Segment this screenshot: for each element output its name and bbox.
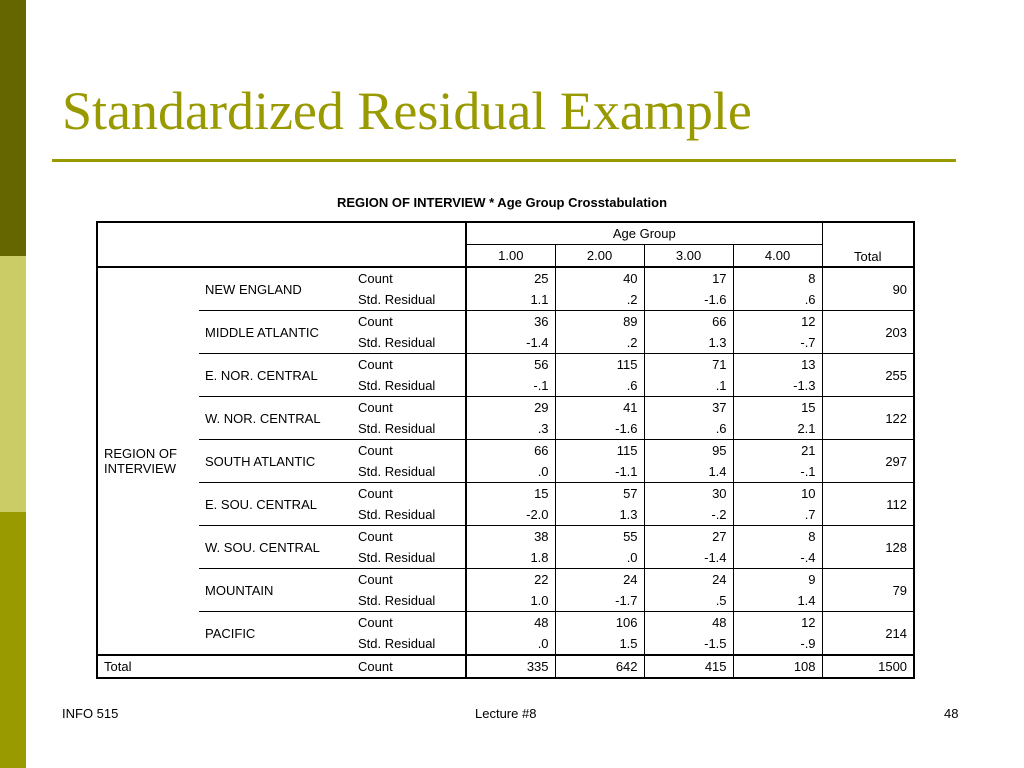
count-cell: 15	[733, 397, 822, 419]
left-accent-bar-bottom	[0, 512, 26, 768]
count-cell: 22	[466, 569, 555, 591]
region-name: MOUNTAIN	[199, 569, 352, 612]
row-total-cell: 214	[822, 612, 914, 656]
region-name: MIDDLE ATLANTIC	[199, 311, 352, 354]
count-cell: 27	[644, 526, 733, 548]
stat-label-count: Count	[352, 354, 466, 376]
count-cell: 40	[555, 267, 644, 289]
count-cell: 9	[733, 569, 822, 591]
stat-label-residual: Std. Residual	[352, 547, 466, 569]
residual-cell: -.9	[733, 633, 822, 655]
count-cell: 106	[555, 612, 644, 634]
table-caption: REGION OF INTERVIEW * Age Group Crosstabulation	[336, 195, 668, 210]
residual-cell: -1.4	[644, 547, 733, 569]
count-cell: 12	[733, 612, 822, 634]
residual-cell: 1.1	[530, 292, 549, 307]
count-cell: 25	[466, 267, 555, 289]
table-row	[97, 311, 914, 333]
count-cell: 12	[733, 311, 822, 333]
residual-cell: -1.1	[555, 461, 644, 483]
residual-cell: -1.3	[733, 375, 822, 397]
row-total-cell: 203	[822, 311, 914, 354]
residual-cell: 1.3	[555, 504, 644, 526]
row-variable-line: INTERVIEW	[104, 461, 176, 476]
residual-cell: .0	[555, 547, 644, 569]
row-total-cell: 90	[822, 267, 914, 311]
count-cell: 8	[733, 267, 822, 289]
title-underline	[52, 159, 956, 162]
row-total-cell: 112	[822, 483, 914, 526]
table-row	[97, 397, 914, 419]
residual-cell: -1.5	[644, 633, 733, 655]
slide-title: Standardized Residual Example	[62, 81, 752, 141]
footer-lecture: Lecture #8	[475, 706, 537, 721]
residual-cell: .2	[555, 332, 644, 354]
crosstab-table	[96, 221, 915, 679]
row-total-cell: 122	[822, 397, 914, 440]
table-row	[97, 612, 914, 634]
count-cell: 24	[555, 569, 644, 591]
region-name: W. NOR. CENTRAL	[199, 397, 352, 440]
stat-label-residual: Std. Residual	[352, 590, 466, 612]
count-cell: 48	[644, 612, 733, 634]
residual-cell: -.7	[733, 332, 822, 354]
row-total-cell: 297	[822, 440, 914, 483]
count-cell: 10	[733, 483, 822, 505]
total-count-cell: 335	[466, 655, 555, 678]
count-cell: 115	[555, 440, 644, 462]
row-total-cell: 255	[822, 354, 914, 397]
residual-cell: -.4	[733, 547, 822, 569]
count-cell: 71	[644, 354, 733, 376]
residual-cell: 1.3	[644, 332, 733, 354]
count-cell: 24	[644, 569, 733, 591]
grand-total-cell: 1500	[822, 655, 914, 678]
stat-label-residual: Std. Residual	[352, 633, 466, 655]
stat-label-residual: Std. Residual	[352, 504, 466, 526]
row-variable-line: REGION OF	[104, 446, 177, 461]
total-count-cell: 415	[644, 655, 733, 678]
residual-cell: -2.0	[526, 507, 549, 522]
table-row	[97, 526, 914, 548]
stat-label-residual: Std. Residual	[352, 289, 466, 311]
stat-label-residual: Std. Residual	[352, 332, 466, 354]
residual-cell: .0	[537, 636, 549, 651]
column-header: 4.00	[733, 245, 822, 268]
stat-label-residual: Std. Residual	[352, 375, 466, 397]
count-cell: 55	[555, 526, 644, 548]
age-group-header: Age Group	[466, 222, 822, 245]
residual-cell: 1.5	[555, 633, 644, 655]
header-corner	[97, 222, 466, 267]
total-header: Total	[822, 222, 914, 267]
count-cell: 41	[555, 397, 644, 419]
count-cell: 21	[733, 440, 822, 462]
count-cell: 95	[644, 440, 733, 462]
residual-cell: .2	[555, 289, 644, 311]
residual-cell: 2.1	[733, 418, 822, 440]
total-count-cell: 108	[733, 655, 822, 678]
stat-label-residual: Std. Residual	[352, 461, 466, 483]
count-cell: 29	[466, 397, 555, 419]
count-cell: 30	[644, 483, 733, 505]
table-row	[97, 267, 914, 289]
left-accent-bar-middle	[0, 256, 26, 512]
residual-cell: .3	[537, 421, 549, 436]
count-cell: 38	[466, 526, 555, 548]
count-cell: 48	[466, 612, 555, 634]
stat-label-count: Count	[352, 267, 466, 289]
count-cell: 36	[466, 311, 555, 333]
residual-cell: -.1	[533, 378, 549, 393]
row-variable-label	[97, 267, 199, 655]
left-accent-bar-top	[0, 0, 26, 256]
header-row-1	[97, 222, 914, 245]
count-cell: 13	[733, 354, 822, 376]
residual-cell: -1.7	[555, 590, 644, 612]
stat-label-count: Count	[352, 440, 466, 462]
count-cell: 66	[644, 311, 733, 333]
residual-cell: 1.4	[733, 590, 822, 612]
column-header: 2.00	[555, 245, 644, 268]
stat-label-count: Count	[352, 311, 466, 333]
residual-cell: .7	[733, 504, 822, 526]
footer-page-number: 48	[944, 706, 959, 721]
residual-cell: .0	[537, 464, 549, 479]
table-row	[97, 440, 914, 462]
region-name: W. SOU. CENTRAL	[199, 526, 352, 569]
count-cell: 15	[466, 483, 555, 505]
stat-label-count: Count	[352, 526, 466, 548]
residual-cell: -1.6	[644, 289, 733, 311]
count-cell: 8	[733, 526, 822, 548]
total-row-stat: Count	[352, 655, 466, 678]
residual-cell: -1.4	[526, 335, 549, 350]
stat-label-residual: Std. Residual	[352, 418, 466, 440]
count-cell: 115	[555, 354, 644, 376]
count-cell: 56	[466, 354, 555, 376]
column-header: 1.00	[498, 248, 524, 263]
count-cell: 37	[644, 397, 733, 419]
region-name: SOUTH ATLANTIC	[199, 440, 352, 483]
table-row	[97, 569, 914, 591]
residual-cell: .6	[733, 289, 822, 311]
residual-cell: .6	[644, 418, 733, 440]
row-total-cell: 79	[822, 569, 914, 612]
column-header: 3.00	[644, 245, 733, 268]
residual-cell: -.1	[733, 461, 822, 483]
total-row	[97, 655, 914, 678]
stat-label-count: Count	[352, 397, 466, 419]
total-row-label: Total	[97, 655, 352, 678]
stat-label-count: Count	[352, 569, 466, 591]
residual-cell: .1	[644, 375, 733, 397]
residual-cell: -.2	[644, 504, 733, 526]
residual-cell: -1.6	[555, 418, 644, 440]
residual-cell: 1.4	[644, 461, 733, 483]
residual-cell: 1.0	[530, 593, 549, 608]
row-total-cell: 128	[822, 526, 914, 569]
residual-cell: .5	[644, 590, 733, 612]
table-row	[97, 483, 914, 505]
stat-label-count: Count	[352, 483, 466, 505]
count-cell: 17	[644, 267, 733, 289]
region-name: E. SOU. CENTRAL	[199, 483, 352, 526]
region-name: NEW ENGLAND	[199, 267, 352, 311]
table-row	[97, 354, 914, 376]
region-name: E. NOR. CENTRAL	[199, 354, 352, 397]
residual-cell: 1.8	[530, 550, 549, 565]
total-count-cell: 642	[555, 655, 644, 678]
count-cell: 66	[466, 440, 555, 462]
footer-course: INFO 515	[62, 706, 119, 721]
stat-label-count: Count	[352, 612, 466, 634]
count-cell: 89	[555, 311, 644, 333]
region-name: PACIFIC	[199, 612, 352, 656]
residual-cell: .6	[555, 375, 644, 397]
count-cell: 57	[555, 483, 644, 505]
